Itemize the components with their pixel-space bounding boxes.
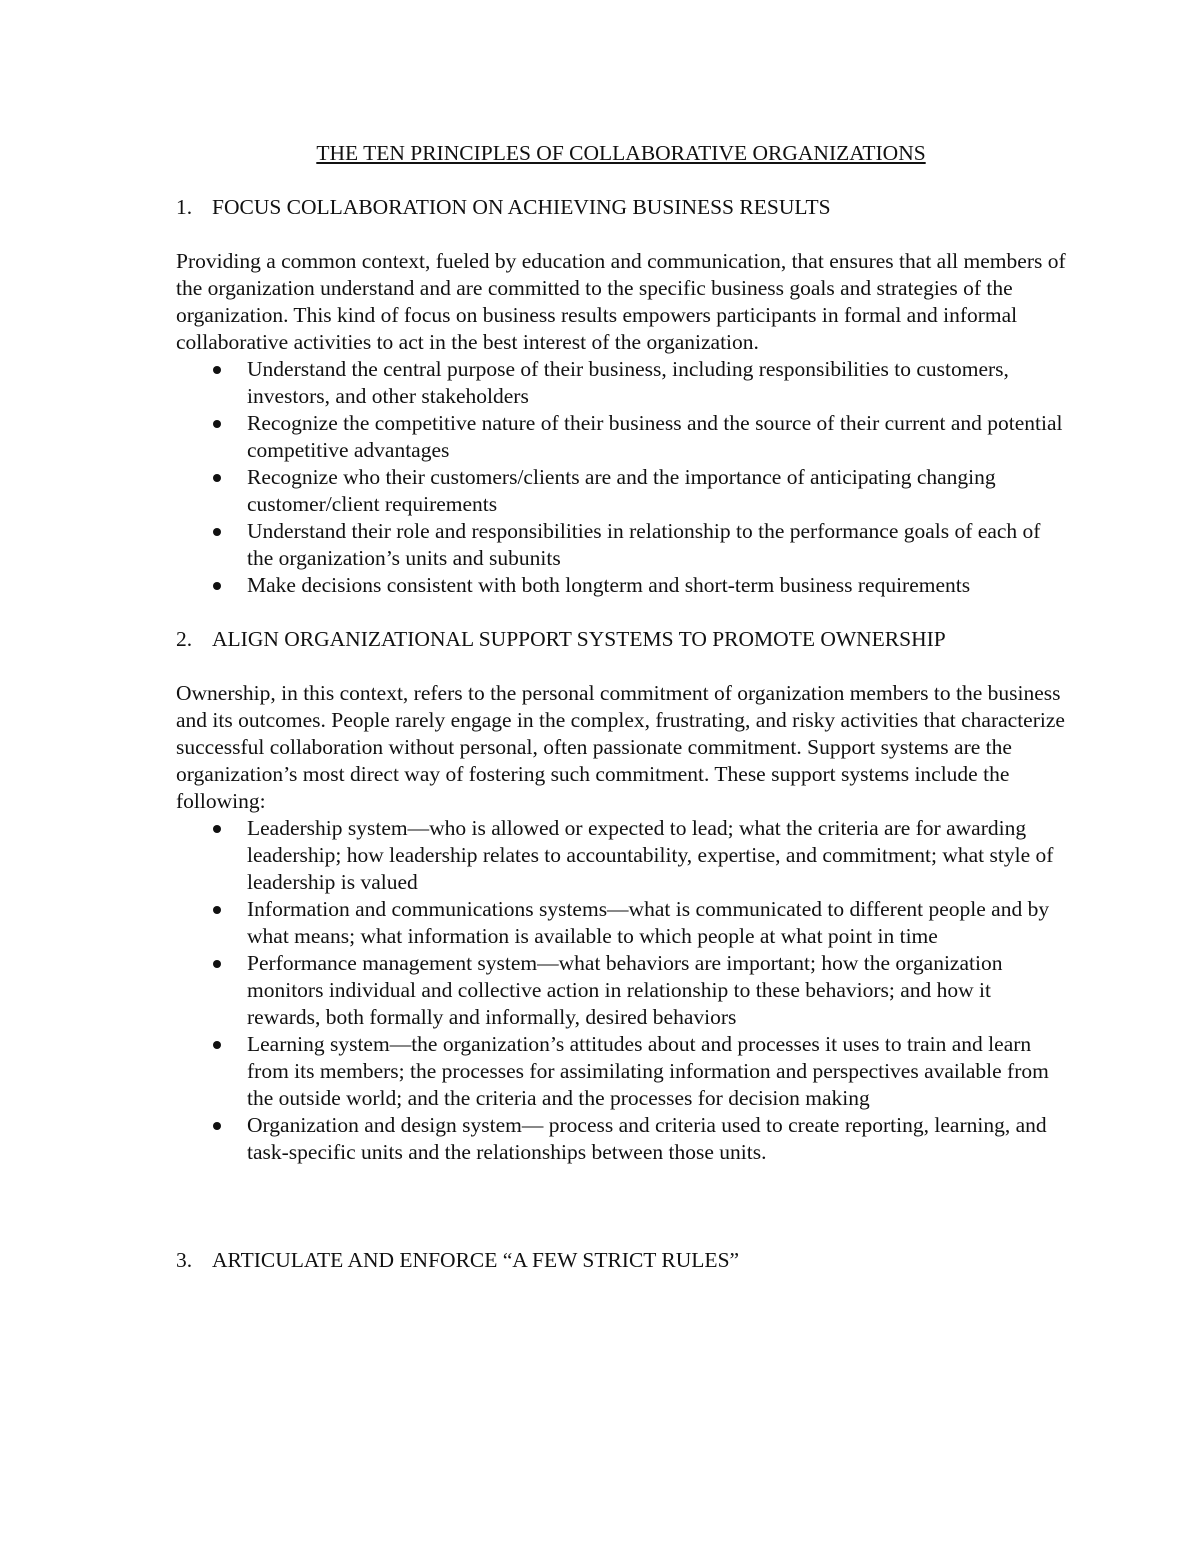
list-item-text: Learning system—the organization’s attitudes about and processes it uses to train and learn from its members; the processes for assimilating information and perspectives available from the outside world; and the criteria and the processes for decision making [247,1032,1049,1110]
section-3 [176,1247,1066,1274]
section-paragraph: Ownership, in this context, refers to the personal commitment of organization members to the business and its outcomes. People rarely engage in the complex, frustrating, and risky activities that characterize successful collaboration without personal, often passionate commitment. Support systems are the organization’s most direct way of fostering such commitment. These support systems include the following: [176,681,1065,813]
bullet-icon [213,825,221,833]
list-item [176,356,1066,410]
document-page [176,140,1066,1274]
list-item [176,572,1066,599]
section-heading [176,626,1066,653]
list-item [176,518,1066,572]
section-paragraph: Providing a common context, fueled by education and communication, that ensures that all members of the organization understand and are committed to the specific business goals and strategies of the organization. This kind of focus on business results empowers participants in formal and informal collaborative activities to act in the best interest of the organization. [176,249,1066,354]
bullet-icon [213,1122,221,1130]
section-heading-text: ALIGN ORGANIZATIONAL SUPPORT SYSTEMS TO PROMOTE OWNERSHIP [212,627,946,651]
list-item [176,815,1066,896]
list-item [176,464,1066,518]
section-number: 1. [176,195,193,219]
list-item-text: Recognize the competitive nature of their business and the source of their current and potential competitive advantages [247,411,1063,462]
bullet-icon [213,960,221,968]
section-number: 2. [176,627,193,651]
list-item-text: Performance management system—what behaviors are important; how the organization monitors individual and collective action in relationship to these behaviors; and how it rewards, both formally and informally, desired behaviors [247,951,1003,1029]
list-item-text: Leadership system—who is allowed or expected to lead; what the criteria are for awarding leadership; how leadership relates to accountability, expertise, and commitment; what style of leadership is valued [247,816,1054,894]
section-2 [176,626,1066,1166]
bullet-icon [213,420,221,428]
section-number: 3. [176,1248,193,1272]
list-item-text: Recognize who their customers/clients are and the importance of anticipating changing customer/client requirements [247,465,996,516]
list-item-text: Information and communications systems—what is communicated to different people and by what means; what information is available to which people at what point in time [247,897,1050,948]
list-item-text: Organization and design system— process and criteria used to create reporting, learning, and task-specific units and the relationships between those units. [247,1113,1047,1164]
section-heading [176,1247,1066,1274]
list-item-text: Understand their role and responsibilities in relationship to the performance goals of each of the organization’s units and subunits [247,519,1041,570]
section-heading-text: ARTICULATE AND ENFORCE “A FEW STRICT RULES” [212,1248,740,1272]
list-item-text: Understand the central purpose of their business, including responsibilities to customers, investors, and other stakeholders [247,357,1009,408]
section-heading [176,194,1066,221]
section-1 [176,194,1066,599]
list-item [176,896,1066,950]
bullet-icon [213,366,221,374]
bullet-icon [213,906,221,914]
bullet-icon [213,474,221,482]
list-item [176,410,1066,464]
bullet-icon [213,1041,221,1049]
section-heading-text: FOCUS COLLABORATION ON ACHIEVING BUSINESS RESULTS [212,195,831,219]
list-item-text: Make decisions consistent with both longterm and short-term business requirements [247,573,971,597]
list-item [176,1031,1066,1112]
list-item [176,1112,1066,1166]
bullet-icon [213,582,221,590]
bullet-icon [213,528,221,536]
document-title: THE TEN PRINCIPLES OF COLLABORATIVE ORGANIZATIONS [316,141,926,165]
bullet-list [176,356,1066,599]
list-item [176,950,1066,1031]
bullet-list [176,815,1066,1166]
